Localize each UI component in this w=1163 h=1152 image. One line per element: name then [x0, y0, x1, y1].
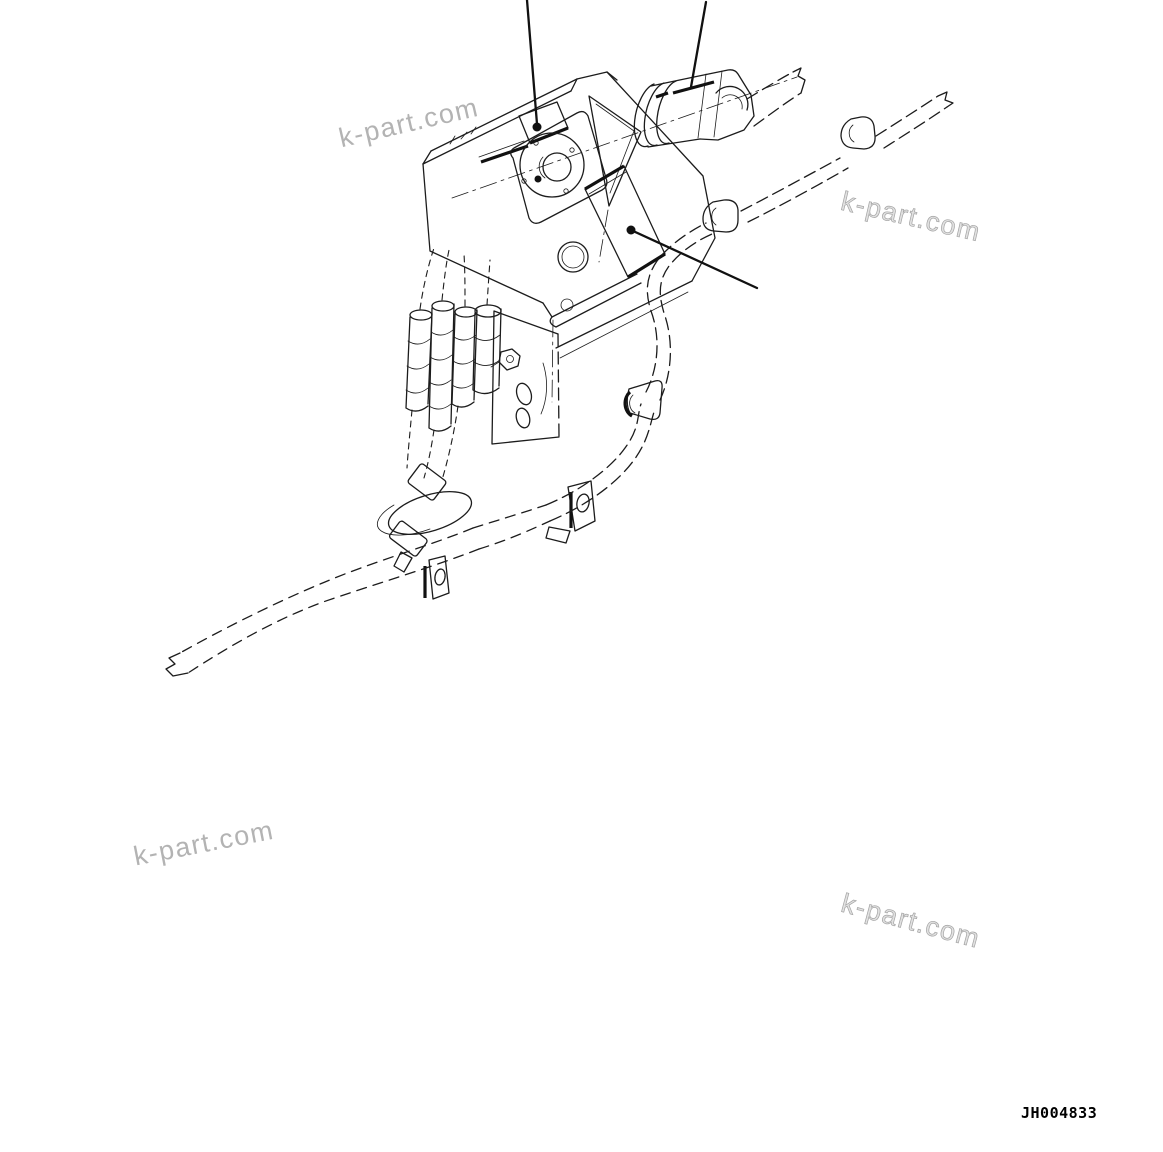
connector-boss [520, 133, 584, 197]
watermark-top-right: k-part.com [838, 186, 984, 248]
cables [166, 68, 953, 676]
callout-line-1 [527, 0, 537, 124]
hex-bolt [499, 349, 520, 370]
cable-clamps [625, 117, 875, 419]
harness-connector [634, 70, 754, 147]
watermark-bottom-right: k-part.com [838, 888, 984, 954]
callouts [527, 0, 757, 288]
callout-line-2 [691, 2, 706, 87]
connector-stack [406, 248, 501, 480]
callout-line-3 [631, 230, 757, 288]
cable-break-end [938, 92, 953, 107]
cable-break-end [793, 68, 805, 93]
drawing-number: JH004833 [1021, 1104, 1098, 1122]
watermark-bottom-left: k-part.com [131, 814, 277, 872]
grommet-ring [384, 483, 477, 543]
cable-clamp-bracket [429, 556, 449, 599]
callout-dot-3 [627, 226, 636, 235]
main-bracket [423, 72, 715, 444]
lower-connectors [377, 463, 595, 599]
callout-dot-1 [533, 123, 542, 132]
watermark-top-left: k-part.com [336, 91, 482, 154]
cable-break-end [166, 653, 188, 676]
